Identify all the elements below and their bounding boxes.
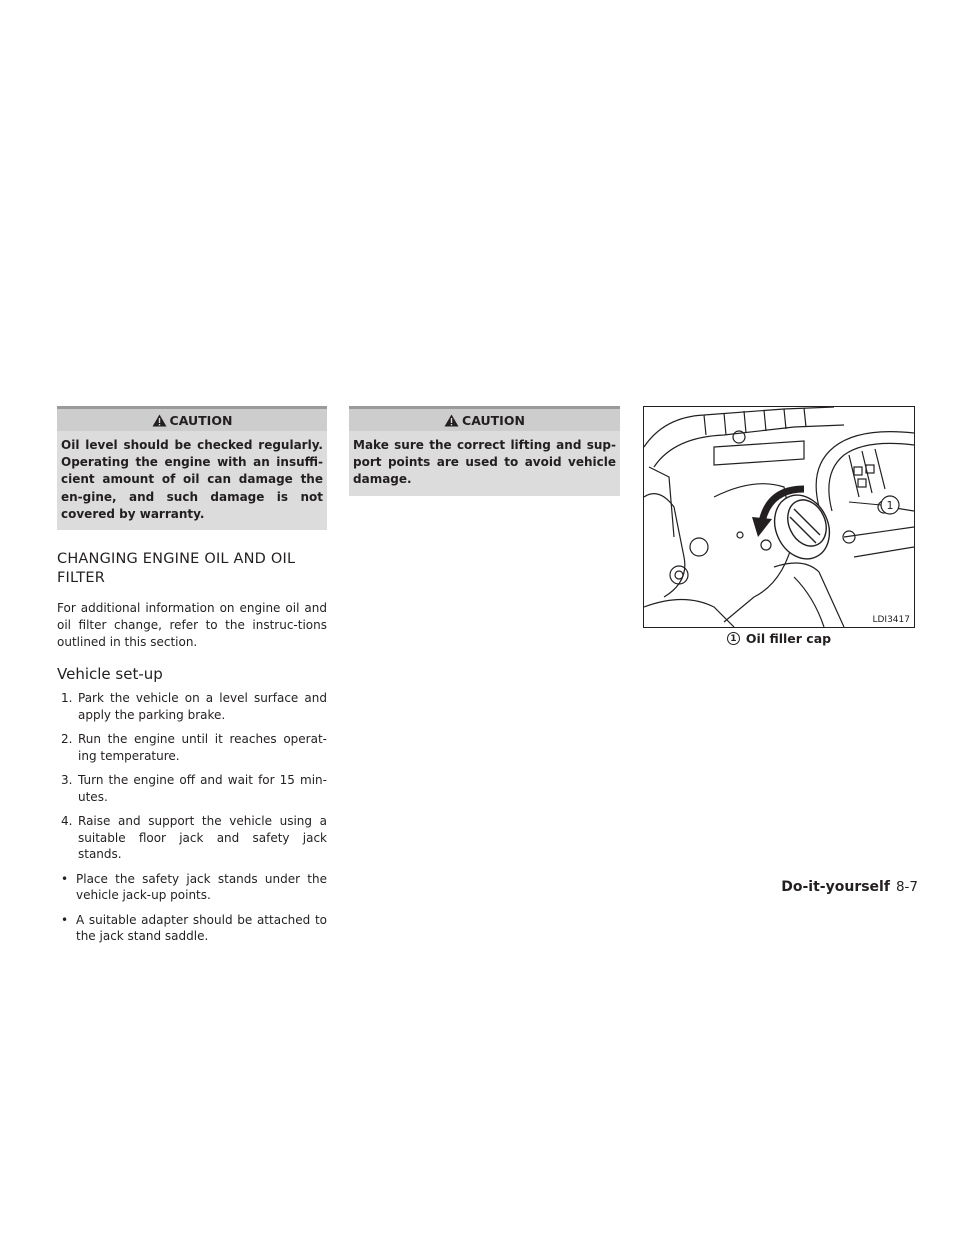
caution-text: Oil level should be checked regularly. Operating the engine with an insuffi-cient amount of oil can damage the en-gine, and such damage is not covered by warranty. [61, 438, 323, 521]
warning-triangle-icon [152, 414, 167, 427]
setup-steps-list [57, 690, 327, 863]
caution-box-oil-level [57, 406, 327, 530]
setup-bullets-list [57, 871, 327, 945]
list-item: • Place the safety jack stands under the vehicle jack-up points. [61, 871, 327, 903]
page-number: 8-7 [895, 879, 918, 895]
callout-number: 1 [886, 499, 894, 512]
middle-column [349, 406, 620, 496]
intro-paragraph: For additional information on engine oil and oil filter change, refer to the instruc-tions outlined in this section. [57, 601, 327, 650]
list-item: • A suitable adapter should be attached to the jack stand saddle. [61, 912, 327, 944]
page-footer [781, 879, 918, 895]
figure-caption [643, 631, 915, 646]
footer-section-title: Do-it-yourself [781, 879, 890, 895]
caution-label: CAUTION [462, 412, 525, 428]
caution-box-lifting [349, 406, 620, 496]
list-item: 2. Run the engine until it reaches operat-ing temperature. [61, 732, 327, 763]
left-column [57, 406, 327, 953]
engine-bay-drawing [644, 407, 914, 627]
caption-text: Oil filler cap [745, 631, 832, 646]
right-column [643, 406, 915, 646]
caution-text: Make sure the correct lifting and sup-port points are used to avoid vehicle damage. [353, 438, 616, 487]
caution-label: CAUTION [169, 412, 233, 428]
list-item: 4. Raise and support the vehicle using a suitable floor jack and safety jack stands. [61, 814, 327, 862]
vehicle-setup-heading: Vehicle set-up [57, 665, 163, 684]
warning-triangle-icon [444, 414, 459, 427]
caution-header [57, 409, 327, 431]
figure-code: LDI3417 [872, 615, 910, 625]
caution-header [349, 409, 620, 431]
oil-filler-cap-illustration [643, 406, 915, 628]
list-item: 3. Turn the engine off and wait for 15 min-utes. [61, 773, 327, 804]
caption-number-badge: 1 [727, 632, 740, 645]
section-title: CHANGING ENGINE OIL AND OIL FILTER [57, 551, 296, 587]
list-item: 1. Park the vehicle on a level surface and apply the parking brake. [61, 691, 327, 722]
